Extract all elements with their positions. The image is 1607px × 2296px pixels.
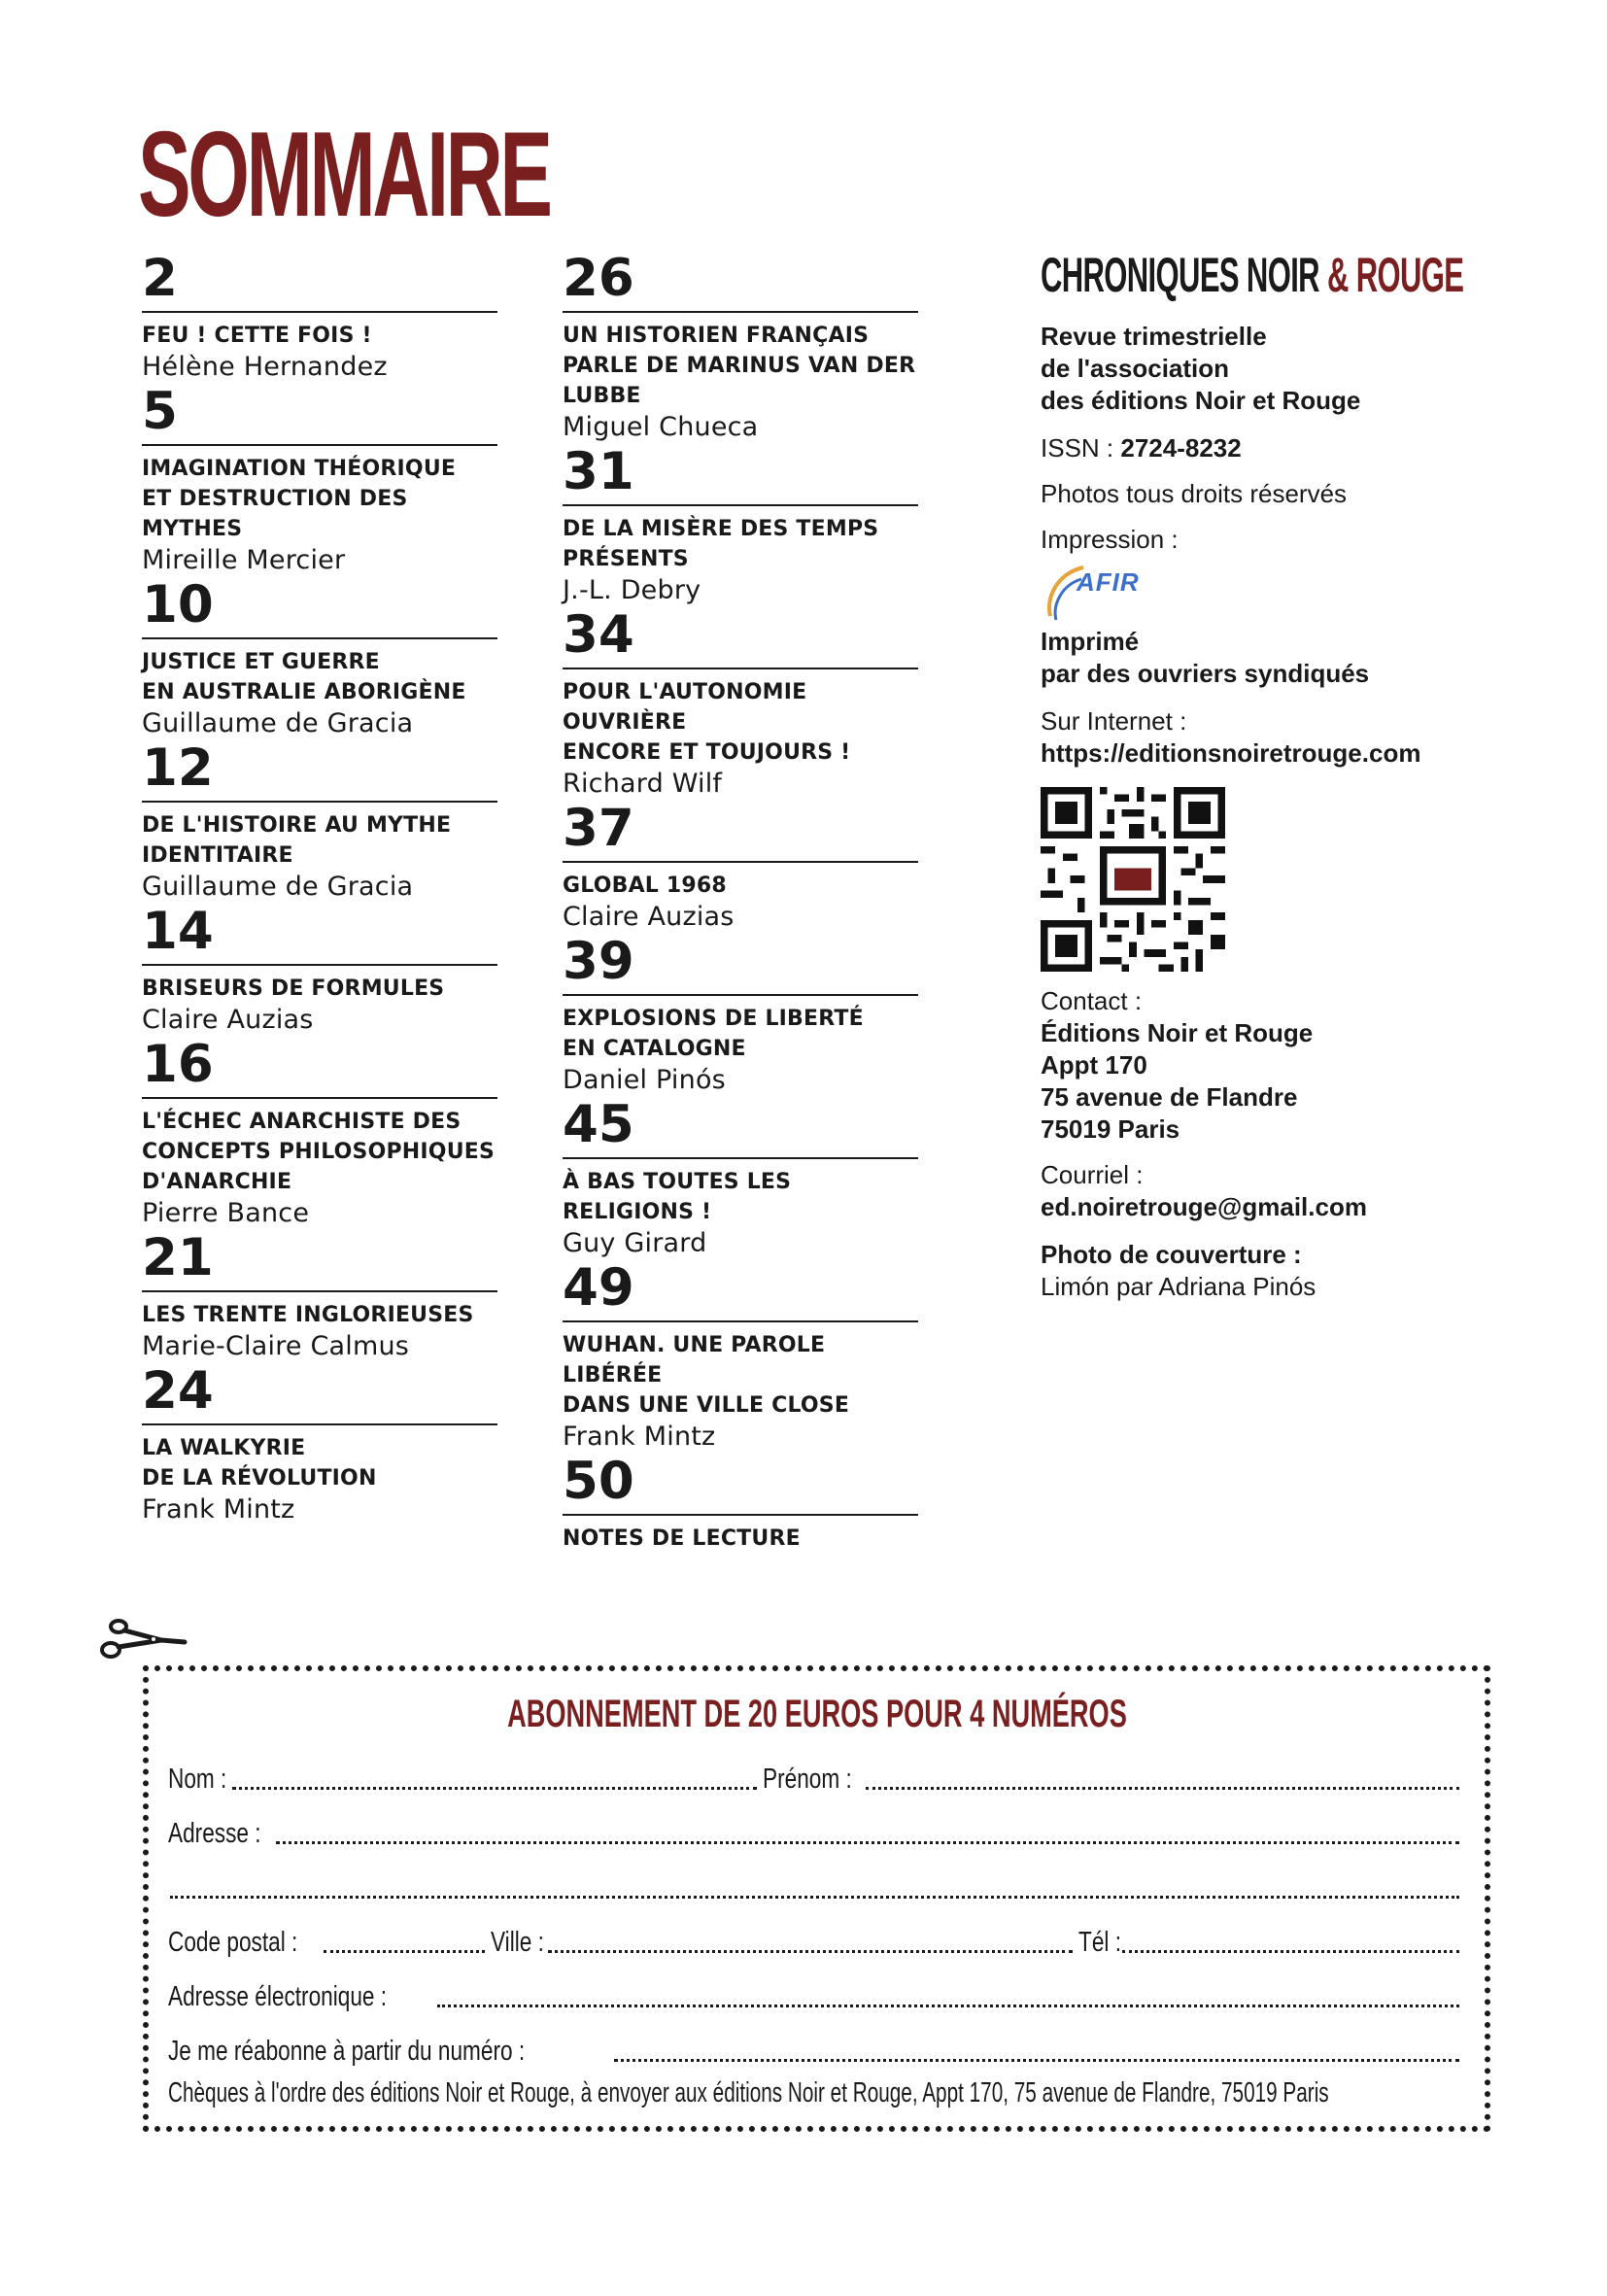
impression-label: Impression : [1041, 525, 1179, 554]
toc-divider [563, 1514, 918, 1516]
cover-photo-credit: Limón par Adriana Pinós [1041, 1272, 1316, 1301]
email-label: Adresse électronique : [168, 1981, 388, 2012]
toc-page-number: 24 [142, 1361, 214, 1421]
subscription-coupon [143, 1665, 1490, 2132]
toc-author: Marie-Claire Calmus [142, 1331, 410, 1361]
prenom-label: Prénom : [763, 1764, 852, 1795]
ville-field[interactable] [548, 1950, 1073, 1953]
toc-author: Pierre Bance [142, 1198, 310, 1228]
contact-line: Appt 170 [1041, 1050, 1147, 1079]
toc-page-number: 37 [563, 799, 634, 858]
magazine-brand: CHRONIQUES NOIR & ROUGE [1041, 248, 1464, 302]
toc-divider [563, 311, 918, 313]
toc-author: Hélène Hernandez [142, 352, 388, 382]
toc-article-title: FEU ! CETTE FOIS ! [142, 324, 372, 348]
toc-article-title: À BAS TOUTES LES RELIGIONS ! [563, 1170, 792, 1224]
toc-page-number: 49 [563, 1258, 634, 1318]
toc-page-number: 14 [142, 902, 214, 961]
toc-entry[interactable] [563, 444, 918, 607]
toc-article-title: IMAGINATION THÉORIQUE ET DESTRUCTION DES MYTHES [142, 457, 457, 541]
email-field[interactable] [437, 2005, 1459, 2007]
reabonne-label: Je me réabonne à partir du numéro : [168, 2036, 526, 2067]
website-link[interactable]: https://editionsnoiretrouge.com [1041, 738, 1421, 768]
toc-page-number: 26 [563, 249, 634, 308]
toc-divider [142, 801, 497, 803]
toc-article-title: NOTES DE LECTURE [563, 1526, 801, 1551]
toc-article-title: EXPLOSIONS DE LIBERTÉ EN CATALOGNE [563, 1007, 864, 1061]
toc-page-number: 39 [563, 932, 634, 991]
contact-line: 75 avenue de Flandre [1041, 1082, 1298, 1112]
toc-author: J.-L. Debry [563, 575, 701, 605]
toc-column-left [142, 251, 497, 1526]
toc-divider [563, 1157, 918, 1159]
publication-info [1041, 248, 1497, 1303]
toc-article-title: LA WALKYRIE DE LA RÉVOLUTION [142, 1436, 377, 1491]
toc-page-number: 34 [563, 605, 634, 665]
toc-divider [142, 444, 497, 446]
prenom-field[interactable] [866, 1787, 1459, 1790]
toc-author: Daniel Pinós [563, 1065, 726, 1095]
toc-divider [142, 964, 497, 966]
toc-divider [563, 994, 918, 996]
contact-label: Contact : [1041, 986, 1143, 1015]
issn: ISSN : 2724-8232 [1041, 433, 1242, 463]
toc-author: Frank Mintz [142, 1494, 295, 1525]
toc-entry[interactable] [563, 607, 918, 801]
page-title: SOMMAIRE [138, 108, 550, 242]
tel-label: Tél : [1077, 1927, 1121, 1958]
toc-article-title: POUR L'AUTONOMIE OUVRIÈRE ENCORE ET TOUJOURS ! [563, 680, 851, 765]
toc-article-title: JUSTICE ET GUERRE EN AUSTRALIE ABORIGÈNE [142, 650, 466, 704]
toc-page-number: 16 [142, 1035, 214, 1094]
contact-line: Éditions Noir et Rouge [1041, 1018, 1314, 1047]
nom-field[interactable] [232, 1787, 757, 1790]
courriel-label: Courriel : [1041, 1160, 1144, 1189]
toc-author: Claire Auzias [142, 1005, 314, 1035]
toc-article-title: WUHAN. UNE PAROLE LIBÉRÉE DANS UNE VILLE CLOSE [563, 1333, 850, 1418]
toc-page-number: 31 [563, 442, 634, 501]
toc-author: Miguel Chueca [563, 412, 759, 442]
ville-label: Ville : [490, 1927, 544, 1958]
toc-page-number: 10 [142, 575, 214, 634]
contact-line: 75019 Paris [1041, 1114, 1180, 1144]
reabonne-row [168, 2033, 1465, 2068]
imprime-line: par des ouvriers syndiqués [1041, 659, 1370, 688]
scissors-icon [95, 1611, 212, 1669]
toc-author: Frank Mintz [563, 1422, 716, 1452]
toc-divider [142, 637, 497, 639]
adresse-field[interactable] [276, 1841, 1459, 1844]
toc-article-title: L'ÉCHEC ANARCHISTE DES CONCEPTS PHILOSOPHIQUES D'ANARCHIE [142, 1110, 496, 1194]
toc-entry[interactable] [563, 1454, 918, 1554]
toc-column-middle [563, 251, 918, 1554]
toc-author: Claire Auzias [563, 902, 735, 932]
toc-article-title: GLOBAL 1968 [563, 874, 727, 898]
description-line: des éditions Noir et Rouge [1041, 386, 1361, 415]
toc-page-number: 50 [563, 1452, 634, 1511]
code-postal-label: Code postal : [168, 1927, 298, 1958]
toc-entry[interactable] [142, 577, 497, 740]
adresse-field-2[interactable] [170, 1896, 1459, 1899]
toc-entry[interactable] [142, 251, 497, 384]
toc-author: Richard Wilf [563, 769, 723, 799]
toc-divider [142, 311, 497, 313]
email-row [168, 1978, 1465, 2013]
toc-article-title: DE LA MISÈRE DES TEMPS PRÉSENTS [563, 517, 879, 571]
toc-page-number: 12 [142, 738, 214, 798]
toc-entry[interactable] [142, 384, 497, 577]
internet-label: Sur Internet : [1041, 706, 1187, 736]
toc-entry[interactable] [563, 251, 918, 444]
toc-entry[interactable] [563, 801, 918, 934]
toc-article-title: DE L'HISTOIRE AU MYTHE IDENTITAIRE [142, 813, 452, 868]
email-link[interactable]: ed.noiretrouge@gmail.com [1041, 1192, 1367, 1221]
payment-note: Chèques à l'ordre des éditions Noir et Rouge, à envoyer aux éditions Noir et Rouge, Appt 170, 75 avenue de Flandre, 75019 Paris [168, 2077, 1329, 2108]
toc-entry[interactable] [142, 904, 497, 1037]
adresse-label: Adresse : [168, 1818, 261, 1849]
cover-photo-label: Photo de couverture : [1041, 1240, 1302, 1269]
qr-code-icon [1041, 787, 1225, 972]
nom-label: Nom : [168, 1764, 227, 1795]
description-line: Revue trimestrielle [1041, 322, 1267, 351]
toc-entry[interactable] [563, 1260, 918, 1454]
toc-divider [563, 1320, 918, 1322]
adresse-row-2 [168, 1869, 1465, 1904]
toc-page-number: 2 [142, 249, 178, 308]
toc-page-number: 45 [563, 1095, 634, 1154]
toc-divider [563, 504, 918, 506]
toc-article-title: BRISEURS DE FORMULES [142, 977, 445, 1001]
toc-entry[interactable] [142, 1037, 497, 1230]
photos-rights: Photos tous droits réservés [1041, 479, 1348, 508]
toc-article-title: UN HISTORIEN FRANÇAIS PARLE DE MARINUS VAN DER LUBBE [563, 324, 916, 408]
toc-divider [142, 1290, 497, 1292]
toc-author: Guillaume de Gracia [142, 872, 414, 902]
toc-entry[interactable] [142, 1363, 497, 1526]
toc-divider [142, 1097, 497, 1099]
toc-author: Mireille Mercier [142, 545, 346, 575]
toc-article-title: LES TRENTE INGLORIEUSES [142, 1303, 474, 1327]
toc-page-number: 5 [142, 382, 178, 441]
toc-divider [142, 1423, 497, 1425]
code-postal-field[interactable] [324, 1950, 485, 1953]
adresse-row [168, 1815, 1465, 1850]
toc-page-number: 21 [142, 1228, 214, 1287]
toc-author: Guy Girard [563, 1228, 707, 1258]
toc-entry[interactable] [563, 934, 918, 1097]
toc-entry[interactable] [563, 1097, 918, 1260]
reabonne-field[interactable] [614, 2059, 1459, 2062]
tel-field[interactable] [1122, 1950, 1459, 1953]
afir-logo: AFIR [1041, 558, 1177, 626]
toc-divider [563, 861, 918, 863]
imprime-line: Imprimé [1041, 627, 1140, 656]
name-row [168, 1761, 1465, 1796]
toc-author: Guillaume de Gracia [142, 708, 414, 738]
toc-divider [563, 668, 918, 669]
coupon-title: ABONNEMENT DE 20 EUROS POUR 4 NUMÉROS [506, 1693, 1127, 1735]
toc-entry[interactable] [142, 740, 497, 904]
description-line: de l'association [1041, 354, 1230, 383]
city-row [168, 1924, 1465, 1959]
toc-entry[interactable] [142, 1230, 497, 1363]
